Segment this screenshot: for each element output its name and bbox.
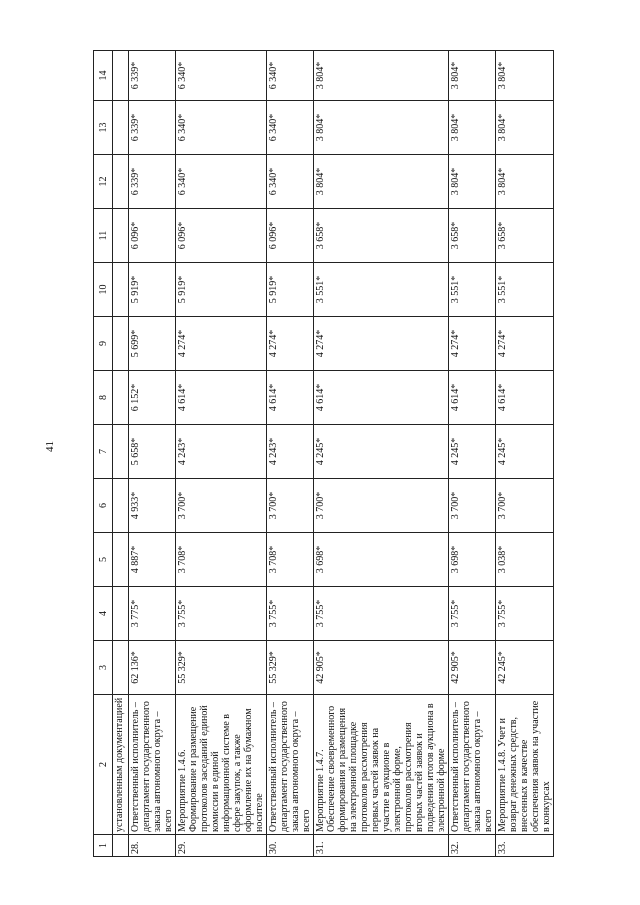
value-cell: 3 804*: [496, 155, 554, 209]
column-header: 13: [94, 101, 113, 155]
value-cell: 42 245*: [496, 641, 554, 695]
column-header: 4: [94, 587, 113, 641]
value-cell: 3 708*: [176, 533, 267, 587]
row-number: 31.: [314, 835, 449, 857]
value-cell: 4 614*: [314, 371, 449, 425]
value-cell: 4 274*: [496, 317, 554, 371]
value-cell: 5 919*: [267, 263, 314, 317]
value-cell: 3 708*: [267, 533, 314, 587]
value-cell: 3 551*: [496, 263, 554, 317]
row-description: Мероприятие 1.4.8. Учет и возврат денежных средств, внесенных в качестве обеспечения заявок на участие в конкурсах: [496, 695, 554, 835]
row-description: Ответственный исполнитель – департамент государственного заказа автономного округа – всего: [129, 695, 176, 835]
row-description: Мероприятие 1.4.7. Обеспечение своевременного формирования и размещения на электронной площадке протоколов рассмотрения первых частей заявок на участие в аукционе в электронной форме, протоколов рассмотрения вторых частей заявок и подведения итогов аукциона в электронной форме: [314, 695, 449, 835]
value-cell: 5 699*: [129, 317, 176, 371]
table-row: [129, 51, 176, 857]
value-cell: 3 804*: [449, 51, 496, 101]
value-cell: 3 551*: [449, 263, 496, 317]
value-cell: 4 614*: [267, 371, 314, 425]
value-cell: 3 698*: [314, 533, 449, 587]
value-cell: 42 905*: [449, 641, 496, 695]
value-cell: 4 274*: [176, 317, 267, 371]
value-cell: 4 887*: [129, 533, 176, 587]
value-cell: 6 096*: [267, 209, 314, 263]
value-cell: 62 136*: [129, 641, 176, 695]
value-cell: 3 658*: [314, 209, 449, 263]
value-cell: 4 274*: [314, 317, 449, 371]
table-body: [129, 51, 554, 857]
column-header: 9: [94, 317, 113, 371]
value-cell: 3 700*: [314, 479, 449, 533]
table-row: [496, 51, 554, 857]
row-description: Ответственный исполнитель – департамент государственного заказа автономного округа – всего: [449, 695, 496, 835]
value-cell: 3 658*: [496, 209, 554, 263]
row-number: 33.: [496, 835, 554, 857]
column-header: 1: [94, 835, 113, 857]
value-cell: 3 775*: [129, 587, 176, 641]
value-cell: 42 905*: [314, 641, 449, 695]
value-cell: 6 340*: [267, 155, 314, 209]
value-cell: 5 658*: [129, 425, 176, 479]
row-number: 32.: [449, 835, 496, 857]
value-cell: 6 339*: [129, 51, 176, 101]
column-header: 3: [94, 641, 113, 695]
value-cell: 3 700*: [449, 479, 496, 533]
value-cell: 4 274*: [449, 317, 496, 371]
value-cell: 55 329*: [176, 641, 267, 695]
table-row: [267, 51, 314, 857]
value-cell: 3 804*: [449, 155, 496, 209]
value-cell: 4 245*: [449, 425, 496, 479]
budget-table: [93, 50, 554, 857]
value-cell: 3 804*: [496, 51, 554, 101]
value-cell: 5 919*: [176, 263, 267, 317]
value-cell: 3 698*: [449, 533, 496, 587]
value-cell: 6 339*: [129, 101, 176, 155]
column-header: 10: [94, 263, 113, 317]
column-header: 8: [94, 371, 113, 425]
row-number: 29.: [176, 835, 267, 857]
value-cell: 3 755*: [449, 587, 496, 641]
header-row: [94, 51, 113, 857]
value-cell: 3 700*: [496, 479, 554, 533]
value-cell: 4 614*: [449, 371, 496, 425]
column-header: 2: [94, 695, 113, 835]
column-header: 11: [94, 209, 113, 263]
value-cell: 3 755*: [314, 587, 449, 641]
rotated-table-wrapper: [93, 53, 552, 857]
value-cell: 6 096*: [176, 209, 267, 263]
value-cell: 4 614*: [176, 371, 267, 425]
value-cell: 3 551*: [314, 263, 449, 317]
value-cell: 3 755*: [496, 587, 554, 641]
value-cell: 3 804*: [314, 51, 449, 101]
page-number: 41: [44, 441, 56, 452]
value-cell: 4 274*: [267, 317, 314, 371]
value-cell: 5 919*: [129, 263, 176, 317]
row-description: Мероприятие 1.4.6. Формирование и размещение протоколов заседаний единой комиссии в единой информационной системе в сфере закупок, а также оформление их на бумажном носителе: [176, 695, 267, 835]
value-cell: 4 243*: [176, 425, 267, 479]
value-cell: 4 245*: [496, 425, 554, 479]
value-cell: 3 804*: [314, 101, 449, 155]
value-cell: 4 245*: [314, 425, 449, 479]
row-number: 28.: [129, 835, 176, 857]
value-cell: 4 614*: [496, 371, 554, 425]
table-row: [314, 51, 449, 857]
value-cell: 4 933*: [129, 479, 176, 533]
value-cell: 6 096*: [129, 209, 176, 263]
column-header: 14: [94, 51, 113, 101]
value-cell: 3 804*: [496, 101, 554, 155]
value-cell: 6 340*: [176, 155, 267, 209]
value-cell: 3 700*: [267, 479, 314, 533]
value-cell: 6 152*: [129, 371, 176, 425]
table-row: [176, 51, 267, 857]
value-cell: 3 700*: [176, 479, 267, 533]
continuation-row: [113, 51, 129, 857]
value-cell: 3 804*: [314, 155, 449, 209]
row-description: Ответственный исполнитель – департамент государственного заказа автономного округа – всего: [267, 695, 314, 835]
continuation-text: установленным документацией: [113, 695, 129, 835]
value-cell: 6 340*: [267, 51, 314, 101]
column-header: 7: [94, 425, 113, 479]
row-number: 30.: [267, 835, 314, 857]
value-cell: 3 658*: [449, 209, 496, 263]
value-cell: 6 340*: [176, 51, 267, 101]
value-cell: 4 243*: [267, 425, 314, 479]
column-header: 5: [94, 533, 113, 587]
column-header: 6: [94, 479, 113, 533]
column-header: 12: [94, 155, 113, 209]
table-row: [449, 51, 496, 857]
value-cell: 6 340*: [267, 101, 314, 155]
value-cell: 55 329*: [267, 641, 314, 695]
value-cell: 3 755*: [267, 587, 314, 641]
value-cell: 3 755*: [176, 587, 267, 641]
value-cell: 3 038*: [496, 533, 554, 587]
value-cell: 3 804*: [449, 101, 496, 155]
value-cell: 6 340*: [176, 101, 267, 155]
value-cell: 6 339*: [129, 155, 176, 209]
